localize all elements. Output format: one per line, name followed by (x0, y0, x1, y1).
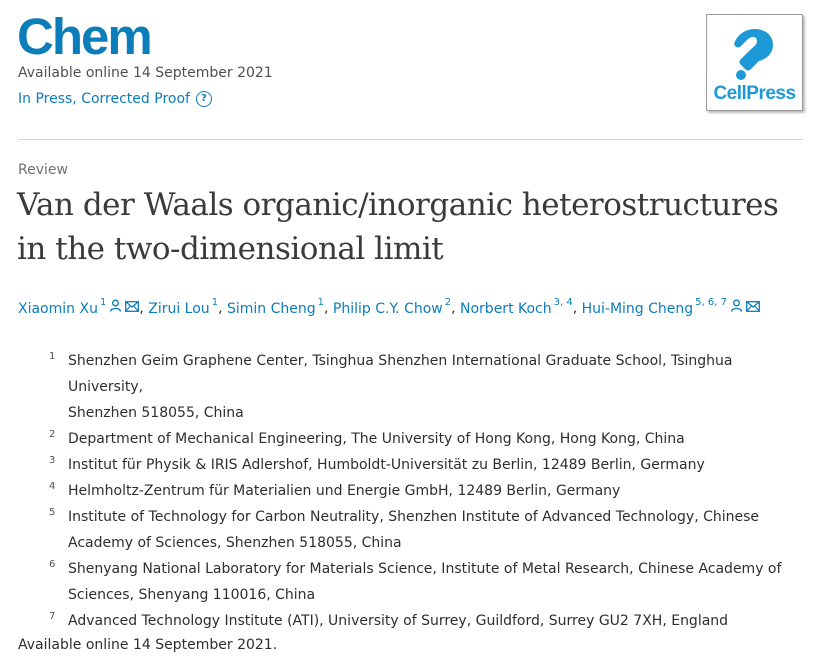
in-press-status-link[interactable] (18, 91, 212, 107)
affiliation-text-line: Academy of Sciences, Shenzhen 518055, China (68, 535, 402, 551)
affiliation-item (18, 556, 808, 608)
author-separator: , (572, 300, 578, 317)
status-link-label[interactable]: In Press, Corrected Proof (18, 91, 190, 107)
affiliation-number: 6 (49, 559, 56, 570)
cellpress-mark-icon (731, 23, 779, 81)
affiliation-number: 2 (49, 429, 56, 440)
affiliation-text-line: Helmholtz-Zentrum für Materialien und Energie GmbH, 12489 Berlin, Germany (68, 483, 621, 499)
author-separator: , (451, 300, 456, 317)
article-title-line-1: Van der Waals organic/inorganic heterostructures (17, 187, 779, 223)
author-link[interactable] (581, 297, 760, 317)
author-separator: , (218, 300, 223, 317)
affiliation-text-line: Shenzhen 518055, China (68, 405, 244, 421)
author-separator: , (324, 300, 329, 317)
publisher-name: CellPress (713, 83, 796, 104)
affiliation-number: 5 (49, 507, 56, 518)
help-icon[interactable]: ? (196, 91, 212, 107)
author-affiliation-ref[interactable]: 1 (211, 297, 219, 308)
affiliation-text-line: Advanced Technology Institute (ATI), University of Surrey, Guildford, Surrey GU2 7XH, England (68, 613, 729, 629)
person-icon[interactable] (109, 299, 122, 316)
mail-icon[interactable] (746, 300, 760, 316)
affiliation-text-line: Institute of Technology for Carbon Neutrality, Shenzhen Institute of Advanced Technology, Chinese (68, 509, 760, 525)
author-affiliation-ref[interactable]: 2 (444, 297, 452, 308)
affiliation-number: 4 (49, 481, 56, 492)
affiliation-text-line: Sciences, Shenyang 110016, China (68, 587, 316, 603)
affiliation-item (18, 452, 808, 478)
affiliation-item (18, 426, 808, 452)
author-name[interactable]: Xiaomin Xu (18, 300, 98, 317)
available-online-footer: Available online 14 September 2021. (18, 637, 278, 653)
affiliation-text-line: Institut für Physik & IRIS Adlershof, Humboldt-Universität zu Berlin, 12489 Berlin, Germany (68, 457, 705, 473)
publisher-logo[interactable] (706, 14, 803, 111)
affiliation-number: 7 (49, 611, 56, 622)
author-name[interactable]: Norbert Koch (460, 300, 552, 317)
affiliation-item (18, 348, 808, 426)
affiliation-item (18, 504, 808, 556)
affiliation-list (18, 348, 808, 634)
author-affiliation-ref[interactable]: 3, 4 (553, 297, 573, 308)
mail-icon[interactable] (125, 300, 139, 316)
header-divider (18, 139, 803, 140)
author-name[interactable]: Hui-Ming Cheng (581, 300, 694, 317)
article-title (17, 183, 807, 271)
author-affiliation-ref[interactable]: 1 (317, 297, 324, 308)
author-separator: , (139, 300, 144, 317)
author-affiliation-ref[interactable]: 5, 6, 7 (695, 297, 727, 308)
author-link[interactable] (18, 297, 139, 317)
affiliation-item (18, 608, 808, 634)
author-list (18, 297, 760, 317)
affiliation-item (18, 478, 808, 504)
author-link[interactable] (148, 297, 219, 317)
journal-logo[interactable]: Chem (17, 8, 151, 65)
author-link[interactable] (226, 297, 324, 317)
person-icon[interactable] (730, 299, 743, 316)
affiliation-text-line: Department of Mechanical Engineering, The University of Hong Kong, Hong Kong, China (68, 431, 685, 447)
affiliation-text-line: Shenzhen Geim Graphene Center, Tsinghua Shenzhen International Graduate School, Tsinghua University, (68, 353, 733, 395)
article-type: Review (18, 162, 68, 178)
affiliation-text-line: Shenyang National Laboratory for Materials Science, Institute of Metal Research, Chinese Academy of (68, 561, 782, 577)
author-name[interactable]: Philip C.Y. Chow (332, 300, 443, 317)
affiliation-number: 1 (49, 351, 56, 362)
author-name[interactable]: Simin Cheng (226, 300, 316, 317)
author-name[interactable]: Zirui Lou (148, 300, 210, 317)
author-link[interactable] (460, 297, 573, 317)
available-online-date: Available online 14 September 2021 (18, 65, 273, 81)
author-affiliation-ref[interactable]: 1 (99, 297, 107, 308)
author-link[interactable] (332, 297, 452, 317)
article-title-line-2: in the two-dimensional limit (17, 231, 444, 267)
affiliation-number: 3 (49, 455, 56, 466)
